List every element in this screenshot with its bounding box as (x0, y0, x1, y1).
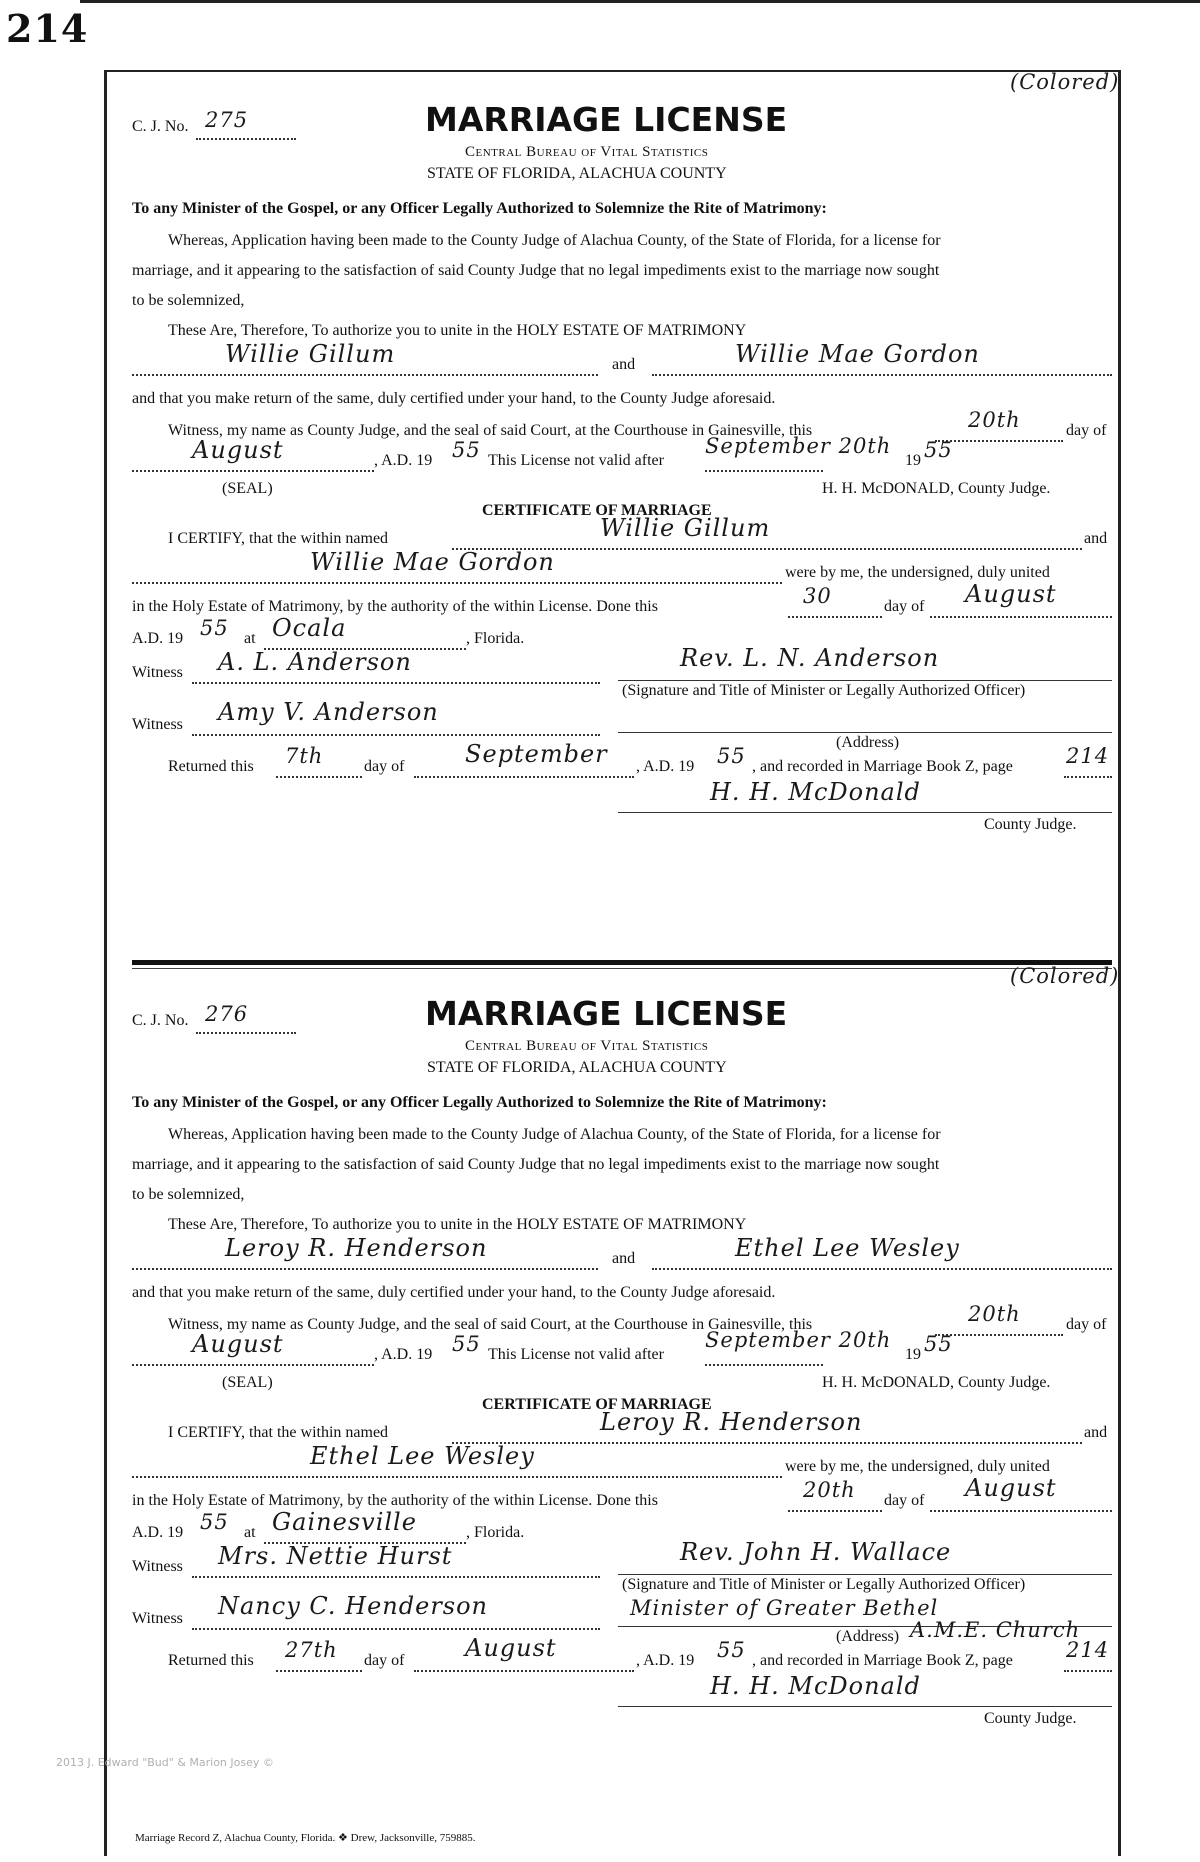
were-by-me: were by me, the undersigned, duly united (785, 564, 1050, 581)
witness-label-2: Witness (132, 716, 183, 733)
copyright-notice: 2013 J. Edward "Bud" & Marion Josey © (56, 1756, 274, 1769)
issue-month-line (132, 1364, 374, 1366)
cert-bride: Willie Mae Gordon (310, 548, 555, 576)
witness-1: A. L. Anderson (218, 648, 412, 676)
issue-month: August (192, 436, 284, 464)
ad-label: , A.D. 19 (374, 452, 433, 469)
witness1-line (192, 1576, 600, 1578)
top-rule (80, 0, 1200, 3)
cj-label: C. J. No. (132, 118, 189, 135)
whereas-line-2: marriage, and it appearing to the satisfaction of said County Judge that no legal impediments exist to the marriage now sought (132, 262, 940, 279)
witness-label-2: Witness (132, 1610, 183, 1627)
cert-bride-line (132, 1476, 782, 1478)
whereas-line-1: Whereas, Application having been made to the County Judge of Alachua County, of the State of Florida, for a license for (168, 232, 941, 249)
ad-label-3: , A.D. 19 (636, 758, 695, 775)
judge-name-label: H. H. McDONALD, County Judge. (822, 480, 1051, 497)
issue-day: 20th (968, 1302, 1021, 1326)
witness2-line (192, 1628, 600, 1630)
witness-2: Amy V. Anderson (218, 698, 439, 726)
returned-day-of-label: day of (364, 1652, 405, 1669)
license-276 (0, 964, 1200, 1862)
state-subtitle: STATE OF FLORIDA, ALACHUA COUNTY (427, 1059, 727, 1076)
cj-label: C. J. No. (132, 1012, 189, 1029)
returned-day: 7th (285, 744, 324, 768)
expiry-date: September 20th (705, 1328, 892, 1352)
address-caption: (Address) (836, 734, 900, 751)
issue-year: 55 (452, 438, 481, 462)
witness-label-1: Witness (132, 664, 183, 681)
returned-month: August (465, 1634, 557, 1662)
expiry-date: September 20th (705, 434, 892, 458)
were-by-me: were by me, the undersigned, duly united (785, 1458, 1050, 1475)
done-day-line (788, 1510, 882, 1512)
judge-signature-line (618, 1706, 1112, 1707)
seal-label: (SEAL) (222, 480, 273, 497)
colored-note: (Colored) (1010, 964, 1120, 988)
at-label: at (244, 630, 256, 647)
holy-estate-line: in the Holy Estate of Matrimony, by the authority of the within License. Done this (132, 1492, 658, 1509)
state-subtitle: STATE OF FLORIDA, ALACHUA COUNTY (427, 165, 727, 182)
page-line (1064, 776, 1112, 778)
officer-signature: Rev. John H. Wallace (680, 1538, 952, 1566)
whereas-line-3: to be solemnized, (132, 292, 245, 309)
returned-month-line (414, 1670, 634, 1672)
return-clause: and that you make return of the same, duly certified under your hand, to the County Judge aforesaid. (132, 1284, 776, 1301)
license-275 (0, 70, 1200, 968)
and-label: and (612, 1250, 636, 1267)
place: Ocala (272, 614, 347, 642)
expiry-19: 19 (905, 1346, 921, 1363)
done-year: 55 (200, 1510, 229, 1534)
holy-estate-line: in the Holy Estate of Matrimony, by the authority of the within License. Done this (132, 598, 658, 615)
judge-signature-line (618, 812, 1112, 813)
not-valid-label: This License not valid after (488, 452, 664, 469)
groom-name: Willie Gillum (225, 340, 396, 368)
footer-imprint: Marriage Record Z, Alachua County, Florida. ❖ Drew, Jacksonville, 759885. (135, 1832, 476, 1844)
bride-name: Ethel Lee Wesley (735, 1234, 960, 1262)
bride-line (652, 1268, 1112, 1270)
bureau-subtitle: Central Bureau of Vital Statistics (465, 1038, 709, 1054)
officer-title: Minister of Greater Bethel (630, 1596, 939, 1620)
colored-note: (Colored) (1010, 70, 1120, 94)
address-caption: (Address) (836, 1628, 900, 1645)
these-are-line: These Are, Therefore, To authorize you to unite in the HOLY ESTATE OF MATRIMONY (168, 1216, 747, 1233)
done-day: 20th (803, 1478, 856, 1502)
witness2-line (192, 734, 600, 736)
done-month-line (930, 1510, 1112, 1512)
witness-clause: Witness, my name as County Judge, and the seal of said Court, at the Courthouse in Gainesville, this (168, 1316, 813, 1333)
cert-and-label: and (1084, 1424, 1108, 1441)
record-page: 214 (1066, 1638, 1110, 1662)
done-day-of-label: day of (884, 1492, 925, 1509)
certificate-title: CERTIFICATE OF MARRIAGE (482, 502, 712, 519)
done-day-line (788, 616, 882, 618)
address-line: To any Minister of the Gospel, or any Officer Legally Authorized to Solemnize the Rite of Matrimony: (132, 1094, 827, 1111)
issue-year: 55 (452, 1332, 481, 1356)
issue-day-line (935, 1334, 1063, 1336)
whereas-line-1: Whereas, Application having been made to the County Judge of Alachua County, of the State of Florida, for a license for (168, 1126, 941, 1143)
seal-label: (SEAL) (222, 1374, 273, 1391)
officer-signature: Rev. L. N. Anderson (680, 644, 940, 672)
cj-no-line (196, 1032, 296, 1034)
issue-day-line (935, 440, 1063, 442)
groom-name: Leroy R. Henderson (225, 1234, 488, 1262)
county-judge-label: County Judge. (984, 1710, 1077, 1727)
at-label: at (244, 1524, 256, 1541)
officer-caption: (Signature and Title of Minister or Legally Authorized Officer) (622, 1576, 1026, 1593)
done-year: 55 (200, 616, 229, 640)
groom-line (132, 374, 598, 376)
done-month: August (965, 580, 1057, 608)
record-page: 214 (1066, 744, 1110, 768)
license-title: MARRIAGE LICENSE (425, 100, 788, 139)
witness-1: Mrs. Nettie Hurst (218, 1542, 453, 1570)
florida-label: , Florida. (466, 630, 525, 647)
done-day-of-label: day of (884, 598, 925, 615)
returned-day-line (276, 1670, 362, 1672)
expiry-line (705, 1364, 823, 1366)
returned-month: September (465, 740, 608, 768)
florida-label: , Florida. (466, 1524, 525, 1541)
officer-line (618, 1574, 1112, 1575)
expiry-19: 19 (905, 452, 921, 469)
done-day: 30 (803, 584, 832, 608)
place: Gainesville (272, 1508, 417, 1536)
day-of-label: day of (1066, 1316, 1107, 1333)
county-judge-label: County Judge. (984, 816, 1077, 833)
witness1-line (192, 682, 600, 684)
returned-year: 55 (717, 1638, 746, 1662)
witness-2: Nancy C. Henderson (218, 1592, 489, 1620)
whereas-line-3: to be solemnized, (132, 1186, 245, 1203)
cert-groom: Willie Gillum (600, 514, 771, 542)
returned-year: 55 (717, 744, 746, 768)
ad-label-3: , A.D. 19 (636, 1652, 695, 1669)
done-month: August (965, 1474, 1057, 1502)
issue-month: August (192, 1330, 284, 1358)
judge-signature: H. H. McDonald (710, 1672, 921, 1700)
page-line (1064, 1670, 1112, 1672)
expiry-year: 55 (924, 1332, 953, 1356)
returned-day-of-label: day of (364, 758, 405, 775)
certificate-title: CERTIFICATE OF MARRIAGE (482, 1396, 712, 1413)
address-line: To any Minister of the Gospel, or any Officer Legally Authorized to Solemnize the Rite of Matrimony: (132, 200, 827, 217)
returned-this-label: Returned this (168, 758, 254, 775)
certify-label: I CERTIFY, that the within named (168, 530, 389, 547)
returned-day-line (276, 776, 362, 778)
returned-day: 27th (285, 1638, 338, 1662)
license-title: MARRIAGE LICENSE (425, 994, 788, 1033)
these-are-line: These Are, Therefore, To authorize you to unite in the HOLY ESTATE OF MATRIMONY (168, 322, 747, 339)
cert-bride-line (132, 582, 782, 584)
cj-no-line (196, 138, 296, 140)
ad-label: , A.D. 19 (374, 1346, 433, 1363)
returned-this-label: Returned this (168, 1652, 254, 1669)
section-separator-thin (132, 968, 1112, 969)
expiry-year: 55 (924, 438, 953, 462)
frame-top (104, 70, 1121, 72)
officer-caption: (Signature and Title of Minister or Legally Authorized Officer) (622, 682, 1026, 699)
judge-name-label: H. H. McDONALD, County Judge. (822, 1374, 1051, 1391)
done-month-line (930, 616, 1112, 618)
cert-bride: Ethel Lee Wesley (310, 1442, 535, 1470)
issue-month-line (132, 470, 374, 472)
expiry-line (705, 470, 823, 472)
and-label: and (612, 356, 636, 373)
bride-name: Willie Mae Gordon (735, 340, 980, 368)
issue-day: 20th (968, 408, 1021, 432)
witness-label-1: Witness (132, 1558, 183, 1575)
day-of-label: day of (1066, 422, 1107, 439)
judge-signature: H. H. McDonald (710, 778, 921, 806)
cj-number: 276 (205, 1002, 249, 1026)
ad-label-2: A.D. 19 (132, 630, 184, 647)
not-valid-label: This License not valid after (488, 1346, 664, 1363)
address-value: A.M.E. Church (910, 1618, 1081, 1642)
cert-groom: Leroy R. Henderson (600, 1408, 863, 1436)
returned-month-line (414, 776, 634, 778)
cj-number: 275 (205, 108, 249, 132)
bureau-subtitle: Central Bureau of Vital Statistics (465, 144, 709, 160)
page-number: 214 (6, 6, 89, 51)
certify-label: I CERTIFY, that the within named (168, 1424, 389, 1441)
bride-line (652, 374, 1112, 376)
groom-line (132, 1268, 598, 1270)
cert-groom-line (452, 1442, 1082, 1444)
whereas-line-2: marriage, and it appearing to the satisfaction of said County Judge that no legal impediments exist to the marriage now sought (132, 1156, 940, 1173)
recorded-label: , and recorded in Marriage Book Z, page (752, 1652, 1013, 1669)
ad-label-2: A.D. 19 (132, 1524, 184, 1541)
return-clause: and that you make return of the same, duly certified under your hand, to the County Judge aforesaid. (132, 390, 776, 407)
officer-line (618, 680, 1112, 681)
officer-title-line (618, 732, 1112, 733)
witness-clause: Witness, my name as County Judge, and the seal of said Court, at the Courthouse in Gainesville, this (168, 422, 813, 439)
recorded-label: , and recorded in Marriage Book Z, page (752, 758, 1013, 775)
cert-and-label: and (1084, 530, 1108, 547)
